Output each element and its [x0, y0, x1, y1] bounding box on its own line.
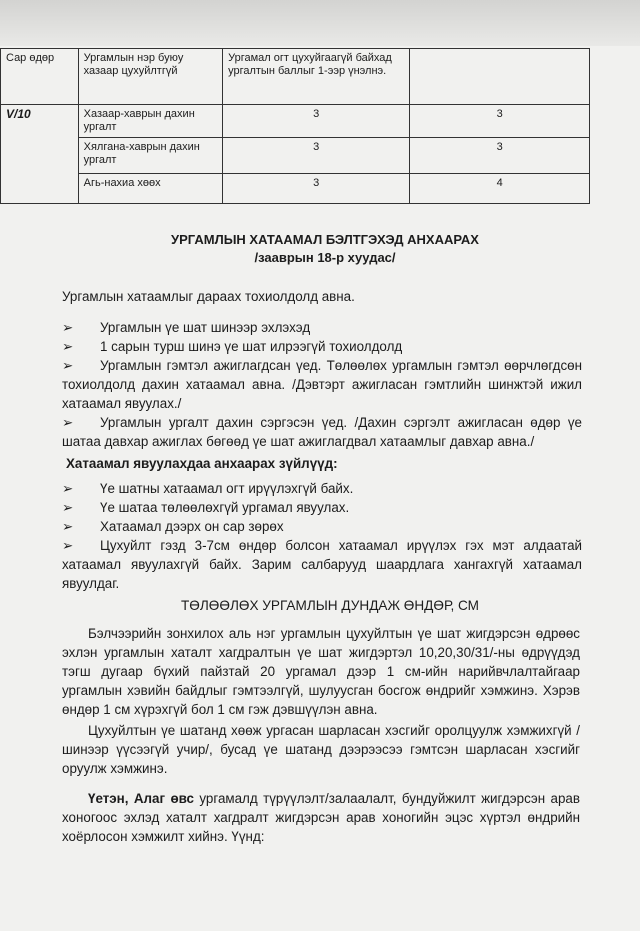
- bullet-item: ➢ Цухуйлт гэзд 3-7см өндөр болсон хатаамал ирүүлэх гэх мэт алдаатай хатаамал явуулахгүй байх. Зарим салбарууд шаардлага хангахгүй хатаамал явуулдаг.: [62, 538, 582, 591]
- header-empty: [410, 49, 590, 105]
- paragraph: Цухуйлтын үе шатанд хөөж ургасан шарласан хэсгийг оролцуулж хэмжихгүй /шинээр үүсээгүй учир/, бусад үе шатанд дээрээсээ гэмтсэн шарласан хэсгийг оруулж хэмжинэ.: [62, 723, 580, 776]
- row-value-2: 3: [410, 138, 590, 174]
- header-date: Сар өдөр: [1, 49, 79, 105]
- header-plant-name: Ургамлын нэр буюу хазаар цухуйлтгүй: [78, 49, 222, 105]
- paragraph: Бэлчээрийн зонхилох аль нэг ургамлын цухуйлтын үе шат жигдэрсэн өдрөөс эхлэн ургамлын хаталт хагдралтын үе шат жигдэртэл 10,20,30/31/-ны өдрүүдэд тэгш дугаар бүхий пайзтай 20 ургамал дээр 1 см-ийн нарийвчлалтайгаар ургамлын хэвийн байдлыг гэмтээлгүй, шулуусган босгож өндрийг хэмжинэ. Хэрэв өндөр 1 см хүрэхгүй бол 1 см гэж дэвшүүлэн авна.: [62, 626, 580, 717]
- arrow-icon: ➢: [62, 415, 74, 430]
- arrow-icon: ➢: [62, 358, 74, 373]
- row-value-1: 3: [223, 138, 410, 174]
- table-row: [1, 105, 590, 138]
- section-title: ТӨЛӨӨЛӨХ УРГАМЛЫН ДУНДАЖ ӨНДӨР, СМ: [181, 598, 479, 613]
- row-value-1: 3: [223, 174, 410, 204]
- arrow-icon: ➢: [62, 500, 74, 515]
- row-value-2: 3: [410, 105, 590, 138]
- row-value-1: 3: [223, 105, 410, 138]
- table-row: [1, 174, 590, 204]
- bullet-item: ➢ 1 сарын турш шинэ үе шат илрээгүй тохиолдолд: [62, 339, 403, 354]
- observation-table: [0, 48, 590, 204]
- row-value-2: 4: [410, 174, 590, 204]
- section-title: УРГАМЛЫН ХАТААМАЛ БЭЛТГЭХЭД АНХААРАХ: [171, 232, 479, 247]
- bullet-item: ➢ Хатаамал дээрх он сар зөрөх: [62, 519, 284, 534]
- arrow-icon: ➢: [62, 519, 74, 534]
- section-heading: Хатаамал явуулахдаа анхаарах зүйлүүд:: [66, 456, 338, 471]
- table-header-row: [1, 49, 590, 105]
- bullet-item: ➢ Үе шатны хатаамал огт ирүүлэхгүй байх.: [62, 481, 354, 496]
- bullet-item: ➢ Ургамлын гэмтэл ажиглагдсан үед. Төлөөлөх ургамлын гэмтэл өөрчлөгдсөн тохиолдолд дахин хатаамал авна. /Дэвтэрт ажигласан гэмтлийн шинжтэй ижил хатаамал явуулах./: [62, 358, 582, 411]
- section-subtitle: /зааврын 18-р хуудас/: [254, 250, 396, 265]
- bullet-item: ➢ Ургамлын үе шат шинээр эхлэхэд: [62, 320, 311, 335]
- table-row: [1, 138, 590, 174]
- row-date: V/10: [1, 105, 79, 204]
- header-note: Ургамал огт цухуйгаагүй байхад ургалтын баллыг 1-ээр үнэлнэ.: [223, 49, 410, 105]
- row-plant-name: Хялгана-хаврын дахин ургалт: [78, 138, 222, 174]
- row-plant-name: Хазаар-хаврын дахин ургалт: [78, 105, 222, 138]
- intro-text: Ургамлын хатаамлыг дараах тохиолдолд авна.: [62, 289, 355, 304]
- arrow-icon: ➢: [62, 481, 74, 496]
- scan-edge: [0, 0, 640, 46]
- paragraph: Үетэн, Алаг өвс ургамалд түрүүлэлт/залаалалт, бундуйжилт жигдэрсэн арав хоногоос эхлэд хаталт хагдралт жигдэрсэн арав хоногийн эцэс хүртэл өндрийн хоёрлосон хэмжилт хийнэ. Үүнд:: [62, 791, 580, 844]
- bullet-item: ➢ Үе шатаа төлөөлөхгүй ургамал явуулах.: [62, 500, 350, 515]
- arrow-icon: ➢: [62, 339, 74, 354]
- arrow-icon: ➢: [62, 320, 74, 335]
- row-plant-name: Агь-нахиа хөөх: [78, 174, 222, 204]
- arrow-icon: ➢: [62, 538, 74, 553]
- bullet-item: ➢ Ургамлын ургалт дахин сэргэсэн үед. /Дахин сэргэлт ажигласан өдөр үе шатаа давхар ажиглах бөгөөд үе шат ажиглагдвал хатаамлыг давхар авна./: [62, 415, 582, 449]
